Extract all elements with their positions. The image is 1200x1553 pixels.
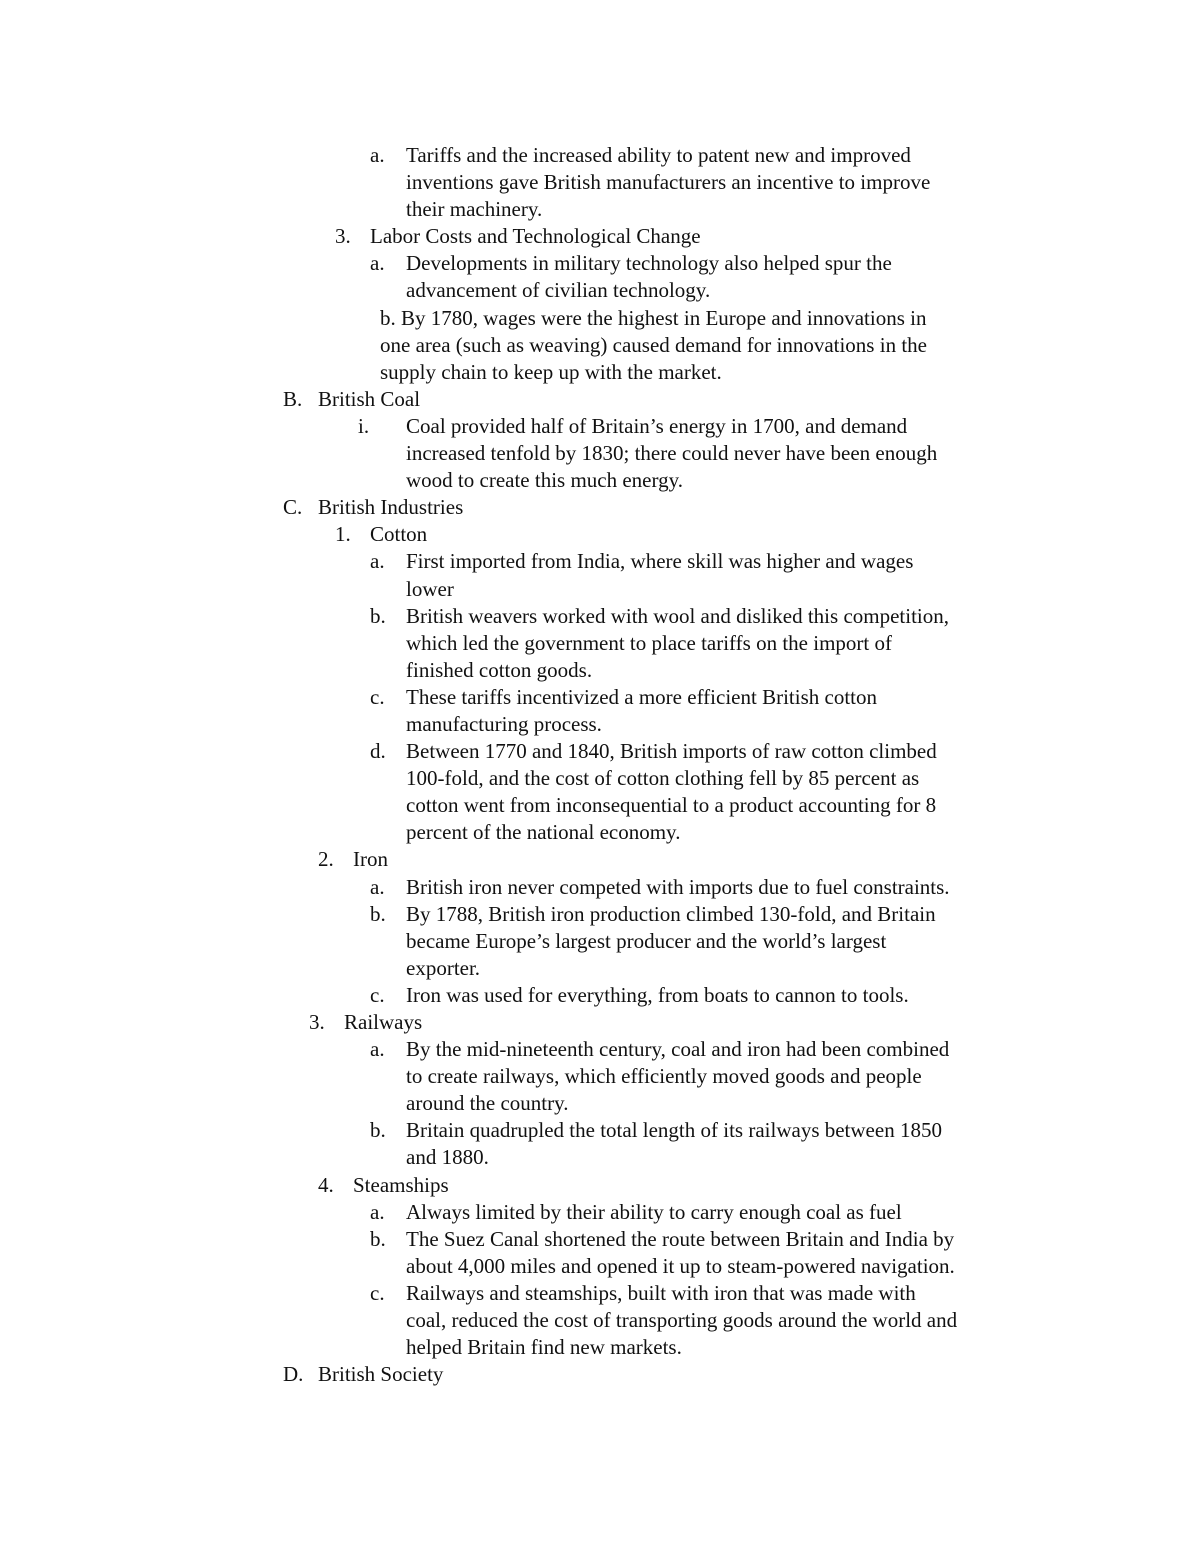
outline-text: which led the government to place tariffs on the import of [406,630,892,655]
outline-text: Steamships [353,1172,449,1197]
outline-text: Railways [344,1010,423,1034]
outline-marker: a. [370,143,385,167]
outline-line [0,223,1200,250]
outline-line [0,250,1200,277]
outline-line [0,1307,1200,1334]
outline-text: Developments in military technology also helped spur the [406,251,892,276]
outline-text: b. By 1780, wages were the highest in Europe and innovations in [380,305,927,330]
outline-text: percent of the national economy. [406,820,681,845]
outline-marker: 4. [318,1172,334,1197]
outline-text: By the mid-nineteenth century, coal and iron had been combined [406,1037,950,1062]
outline-line [0,1090,1200,1117]
outline-line [0,657,1200,684]
outline-text: Railways and steamships, built with iron that was made with [406,1280,916,1305]
outline-text: increased tenfold by 1830; there could never have been enough [406,441,938,466]
outline-marker: a. [370,874,385,899]
outline-marker: i. [358,413,370,438]
outline-line [0,142,1200,169]
outline-line [0,494,1200,521]
outline-marker: b. [370,1226,386,1251]
outline-line [0,901,1200,928]
outline-text: Iron was used for everything, from boats to cannon to tools. [406,982,909,1007]
outline-line [0,169,1200,196]
outline-line [0,1172,1200,1199]
document-page [0,142,1200,1388]
outline-line [0,305,1200,332]
outline-line [0,603,1200,630]
outline-line [0,819,1200,846]
outline-text: Coal provided half of Britain’s energy in 1700, and demand [406,413,908,438]
outline-line [0,1009,1200,1036]
outline-text: advancement of civilian technology. [406,278,711,303]
outline-text: 100-fold, and the cost of cotton clothing fell by 85 percent as [406,766,920,791]
outline-line [0,738,1200,765]
outline-text: supply chain to keep up with the market. [380,359,722,384]
outline-text: cotton went from inconsequential to a product accounting for 8 [406,793,937,818]
outline-line [0,1253,1200,1280]
outline-line [0,413,1200,440]
outline-line [0,1334,1200,1361]
outline-marker: b. [370,603,386,628]
outline-marker: c. [370,1280,385,1305]
outline-line [0,1063,1200,1090]
outline-text: Cotton [370,522,428,547]
outline-line [0,846,1200,873]
outline-text: British iron never competed with imports due to fuel constraints. [406,874,950,899]
outline-line [0,1361,1200,1388]
outline-text: Always limited by their ability to carry enough coal as fuel [406,1199,902,1224]
outline-marker: D. [283,1362,304,1387]
outline-text: Labor Costs and Technological Change [370,224,701,249]
outline-line [0,928,1200,955]
outline-text: wood to create this much energy. [406,468,683,493]
outline-marker: C. [283,495,303,520]
outline-line [0,630,1200,657]
outline-text: The Suez Canal shortened the route between Britain and India by [406,1226,955,1251]
outline-text: lower [406,576,454,601]
outline-text: First imported from India, where skill was higher and wages [406,549,914,574]
outline-text: became Europe’s largest producer and the world’s largest [406,928,887,953]
outline-line [0,955,1200,982]
outline-text: finished cotton goods. [406,657,593,682]
outline-marker: 3. [335,224,351,249]
outline-marker: B. [283,386,303,411]
outline-line [0,711,1200,738]
outline-text: their machinery. [406,197,543,222]
outline-line [0,1117,1200,1144]
outline-text: British weavers worked with wool and disliked this competition, [406,603,950,628]
outline-text: These tariffs incentivized a more efficient British cotton [406,684,877,709]
outline-line [0,196,1200,223]
outline-line [0,765,1200,792]
outline-marker: a. [370,549,385,574]
outline-marker: c. [370,684,385,709]
outline-text: inventions gave British manufacturers an incentive to improve [406,170,931,195]
outline-line [0,332,1200,359]
outline-text: manufacturing process. [406,711,602,736]
outline-line [0,548,1200,575]
outline-text: and 1880. [406,1145,489,1170]
outline-text: Iron [353,847,388,872]
outline-line [0,359,1200,386]
outline-marker: a. [370,251,385,276]
outline-text: By 1788, British iron production climbed 130-fold, and Britain [406,901,936,926]
outline-text: Between 1770 and 1840, British imports of raw cotton climbed [406,739,937,764]
outline-text: British Society [318,1362,444,1387]
outline-marker: 2. [318,847,334,872]
outline-line [0,576,1200,603]
outline-marker: b. [370,1118,386,1143]
outline-text: British Coal [318,386,421,411]
outline-line [0,874,1200,901]
outline-line [0,440,1200,467]
outline-line [0,467,1200,494]
outline-line [0,792,1200,819]
outline-text: one area (such as weaving) caused demand for innovations in the [380,332,927,357]
outline-marker: 3. [309,1010,325,1034]
outline-text: coal, reduced the cost of transporting goods around the world and [406,1308,958,1333]
outline-text: British Industries [318,495,464,520]
outline-marker: a. [370,1037,385,1062]
outline-line [0,982,1200,1009]
outline-line [0,1144,1200,1171]
outline-line [0,684,1200,711]
outline-marker: c. [370,982,385,1007]
outline-text: to create railways, which efficiently moved goods and people [406,1064,922,1089]
outline-line [0,1280,1200,1307]
outline-marker: d. [370,739,386,764]
outline-text: helped Britain find new markets. [406,1335,682,1360]
outline-line [0,386,1200,413]
outline-line [0,1199,1200,1226]
outline-line [0,277,1200,304]
outline-line [0,1226,1200,1253]
outline-marker: a. [370,1199,385,1224]
outline-text: around the country. [406,1091,569,1116]
outline-text: Britain quadrupled the total length of its railways between 1850 [406,1118,942,1143]
outline-marker: b. [370,901,386,926]
outline-line [0,1036,1200,1063]
outline-line [0,521,1200,548]
outline-text: about 4,000 miles and opened it up to steam-powered navigation. [406,1253,955,1278]
outline-text: exporter. [406,955,481,980]
outline-marker: 1. [335,522,351,547]
outline-text: Tariffs and the increased ability to patent new and improved [406,143,911,167]
